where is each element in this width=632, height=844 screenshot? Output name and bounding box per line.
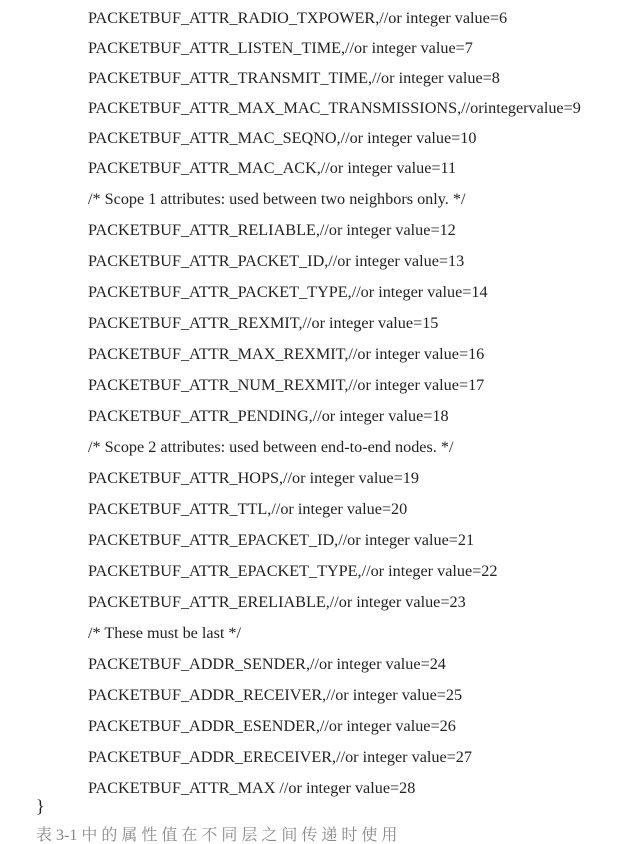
code-line: PACKETBUF_ATTR_MAX //or integer value=28 [88, 779, 416, 797]
code-line: PACKETBUF_ATTR_MAC_ACK,//or integer value=11 [88, 159, 457, 177]
code-line: PACKETBUF_ATTR_PENDING,//or integer value=18 [88, 407, 449, 425]
code-comment: /* Scope 2 attributes: used between end-to-end nodes. */ [88, 438, 454, 456]
code-line: PACKETBUF_ADDR_SENDER,//or integer value=24 [88, 655, 446, 673]
code-comment: /* These must be last */ [88, 624, 242, 642]
code-line: PACKETBUF_ATTR_EPACKET_ID,//or integer value=21 [88, 531, 475, 549]
code-line: PACKETBUF_ATTR_RADIO_TXPOWER,//or integer value=6 [88, 9, 508, 27]
code-line: PACKETBUF_ATTR_RELIABLE,//or integer value=12 [88, 221, 456, 239]
code-line: PACKETBUF_ADDR_RECEIVER,//or integer value=25 [88, 686, 463, 704]
cutoff-caption: 表 3-1 中 的 属 性 值 在 不 同 层 之 间 传 递 时 使 用 [36, 827, 398, 844]
code-line: PACKETBUF_ATTR_REXMIT,//or integer value=15 [88, 314, 439, 332]
code-line: PACKETBUF_ATTR_TTL,//or integer value=20 [88, 500, 408, 518]
code-line: PACKETBUF_ATTR_TRANSMIT_TIME,//or integer value=8 [88, 69, 500, 87]
code-line: PACKETBUF_ATTR_MAX_MAC_TRANSMISSIONS,//orintegervalue=9 [88, 99, 581, 117]
code-line: PACKETBUF_ATTR_MAX_REXMIT,//or integer value=16 [88, 345, 485, 363]
code-line: PACKETBUF_ADDR_ERECEIVER,//or integer value=27 [88, 748, 472, 766]
code-line: PACKETBUF_ATTR_ERELIABLE,//or integer value=23 [88, 593, 466, 611]
code-line: PACKETBUF_ATTR_HOPS,//or integer value=19 [88, 469, 419, 487]
code-line: PACKETBUF_ADDR_ESENDER,//or integer value=26 [88, 717, 456, 735]
code-line: PACKETBUF_ATTR_PACKET_TYPE,//or integer value=14 [88, 283, 488, 301]
code-line: PACKETBUF_ATTR_LISTEN_TIME,//or integer value=7 [88, 39, 473, 57]
closing-brace: } [36, 796, 45, 816]
code-line: PACKETBUF_ATTR_PACKET_ID,//or integer value=13 [88, 252, 465, 270]
code-line: PACKETBUF_ATTR_MAC_SEQNO,//or integer value=10 [88, 129, 477, 147]
code-comment: /* Scope 1 attributes: used between two neighbors only. */ [88, 190, 466, 208]
code-line: PACKETBUF_ATTR_NUM_REXMIT,//or integer value=17 [88, 376, 485, 394]
code-line: PACKETBUF_ATTR_EPACKET_TYPE,//or integer value=22 [88, 562, 498, 580]
